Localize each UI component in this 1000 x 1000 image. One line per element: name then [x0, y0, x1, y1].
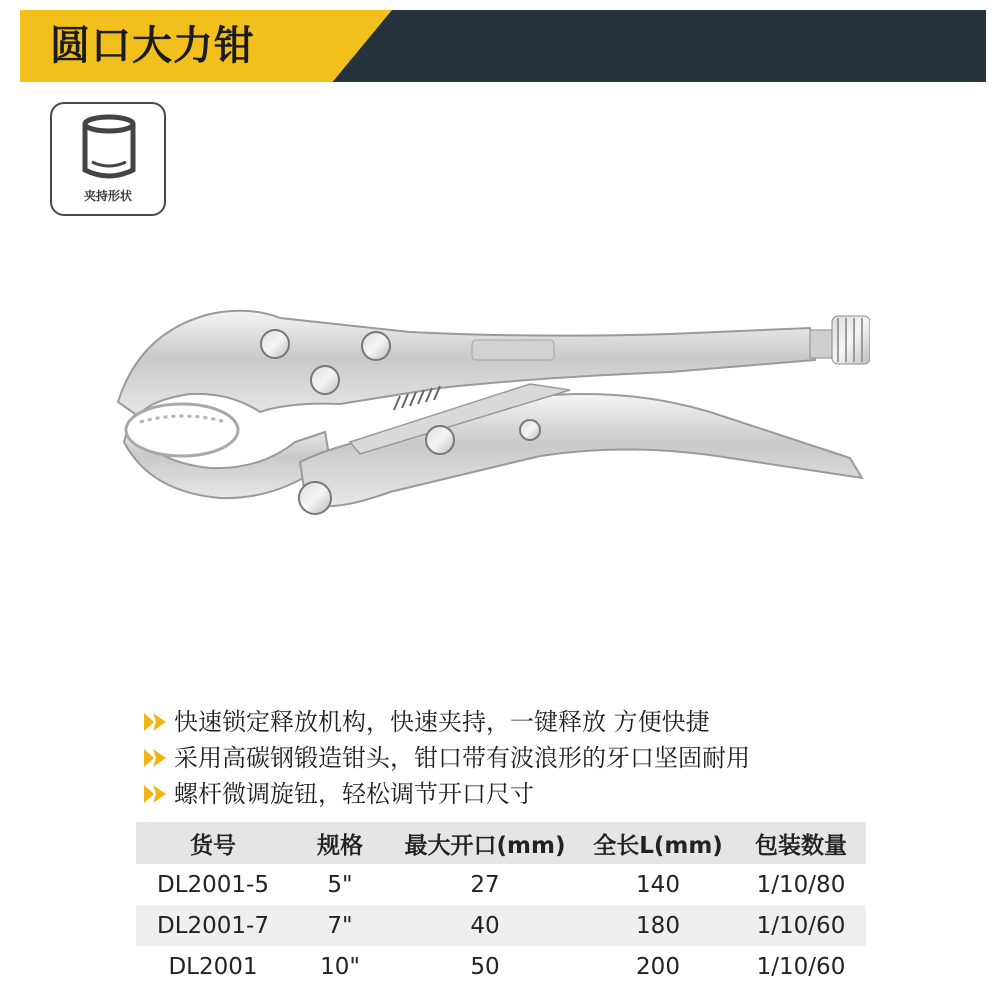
clamp-shape-label: 夹持形状 — [83, 189, 132, 203]
table-row — [136, 905, 866, 946]
page-title: 圆口大力钳 — [50, 23, 255, 69]
feature-text: 螺杆微调旋钮，轻松调节开口尺寸 — [174, 780, 534, 808]
table-row — [136, 864, 866, 905]
feature-item — [142, 776, 750, 812]
col-header-max-opening: 最大开口(mm) — [390, 822, 580, 864]
col-header-pack-qty: 包装数量 — [736, 822, 866, 864]
cell-length: 180 — [580, 905, 736, 946]
col-header-item-no: 货号 — [136, 822, 290, 864]
cell-size: 7" — [290, 905, 390, 946]
cell-size: 5" — [327, 871, 353, 898]
feature-text: 快速锁定释放机构，快速夹持，一键释放 方便快捷 — [174, 708, 710, 736]
feature-item — [142, 740, 750, 776]
cylinder-icon — [80, 114, 138, 182]
locking-pliers-image — [110, 292, 870, 532]
cell-max-opening: 50 — [470, 953, 500, 980]
feature-item — [142, 704, 750, 740]
cell-item-no: DL2001 — [168, 953, 258, 980]
cell-pack-qty: 1/10/60 — [736, 905, 866, 946]
col-header-size: 规格 — [290, 822, 390, 864]
arrow-bullet-icon — [142, 783, 170, 805]
cell-max-opening: 27 — [470, 871, 500, 898]
arrow-bullet-icon — [142, 711, 170, 733]
arrow-bullet-icon — [142, 747, 170, 769]
cell-pack-qty: 1/10/60 — [756, 953, 846, 980]
cell-item-no: DL2001-5 — [157, 871, 269, 898]
cell-max-opening: 40 — [390, 905, 580, 946]
cell-pack-qty: 1/10/80 — [756, 871, 846, 898]
clamp-shape-badge — [50, 102, 166, 216]
cell-length: 140 — [636, 871, 680, 898]
cell-length: 200 — [636, 953, 680, 980]
feature-text: 采用高碳钢锻造钳头，钳口带有波浪形的牙口坚固耐用 — [174, 744, 750, 772]
cell-size: 10" — [320, 953, 360, 980]
table-row — [136, 946, 866, 987]
table-header-row — [136, 822, 866, 864]
cell-item-no: DL2001-7 — [136, 905, 290, 946]
feature-list — [142, 704, 750, 812]
col-header-length: 全长L(mm) — [580, 822, 736, 864]
spec-table — [136, 822, 866, 987]
